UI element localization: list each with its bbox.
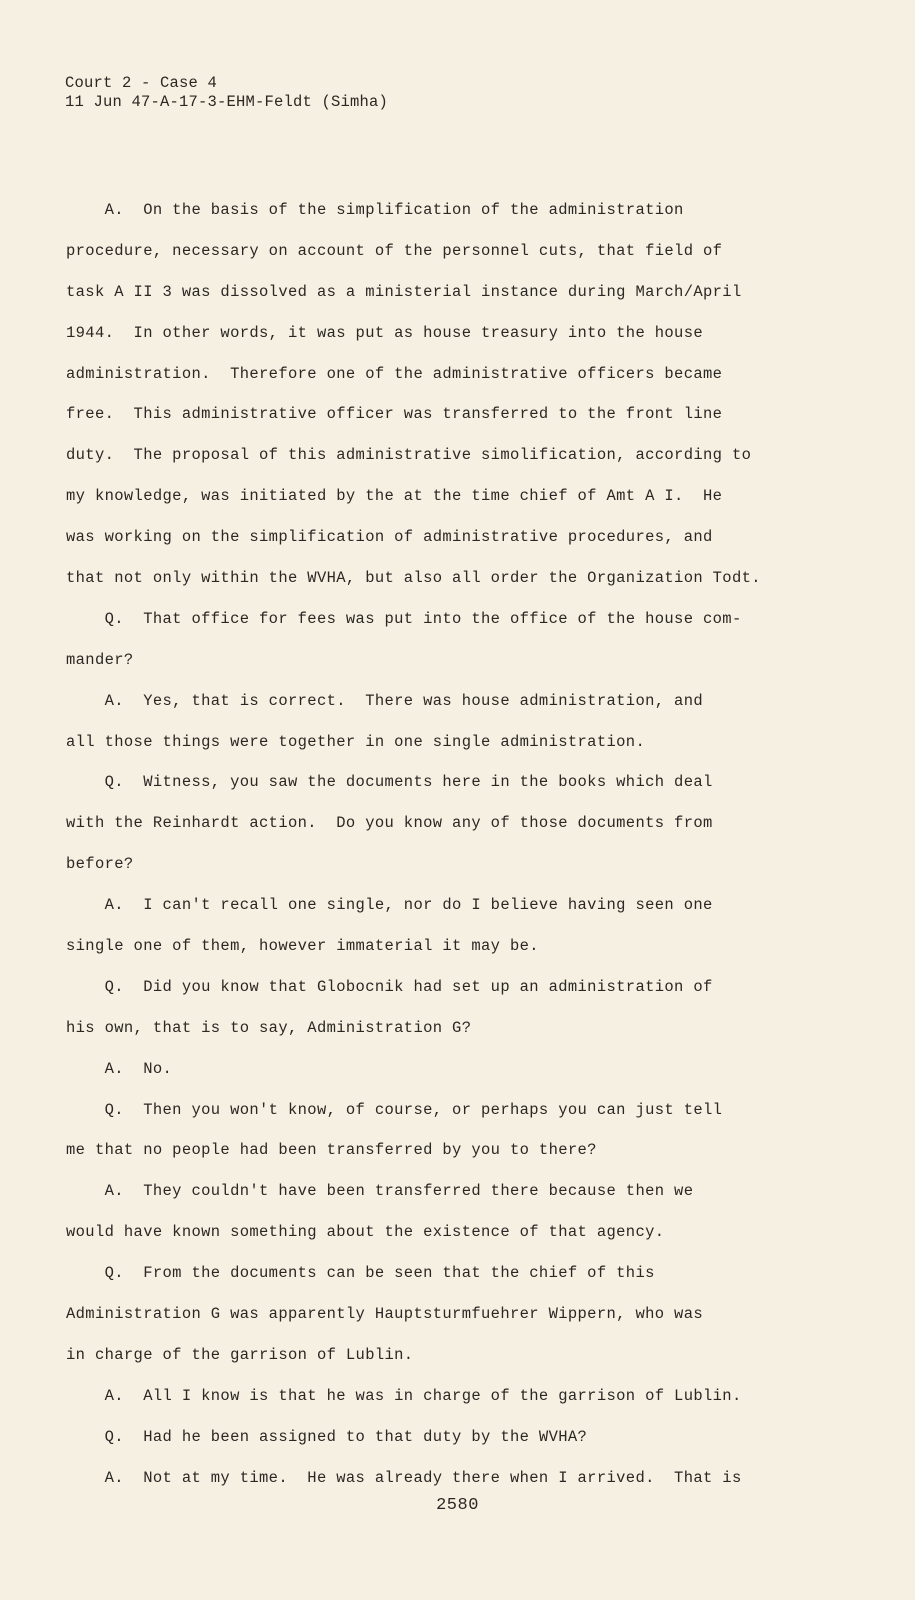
transcript-line: single one of them, however immaterial it may be. [66, 937, 539, 956]
transcript-line: free. This administrative officer was transferred to the front line [66, 405, 723, 424]
header-reference: 11 Jun 47-A-17-3-EHM-Feldt (Simha) [65, 93, 389, 111]
transcript-line: A. I can't recall one single, nor do I believe having seen one [66, 896, 713, 915]
transcript-line: with the Reinhardt action. Do you know any of those documents from [66, 814, 713, 833]
transcript-line: my knowledge, was initiated by the at the time chief of Amt A I. He [66, 487, 723, 506]
transcript-line: before? [66, 855, 134, 874]
transcript-line: Q. Witness, you saw the documents here in the books which deal [66, 773, 713, 792]
transcript-line: Q. Had he been assigned to that duty by the WVHA? [66, 1427, 588, 1446]
transcript-line: Q. From the documents can be seen that the chief of this [66, 1264, 655, 1283]
transcript-line: me that no people had been transferred by you to there? [66, 1141, 597, 1160]
transcript-line: A. No. [66, 1059, 173, 1078]
page-number: 2580 [436, 1496, 479, 1515]
transcript-line: duty. The proposal of this administrative simolification, according to [66, 446, 752, 465]
transcript-line: A. Yes, that is correct. There was house administration, and [66, 691, 703, 710]
transcript-line: Q. Did you know that Globocnik had set up an administration of [66, 977, 713, 996]
transcript-line: administration. Therefore one of the administrative officers became [66, 364, 723, 383]
transcript-line: 1944. In other words, it was put as house treasury into the house [66, 323, 703, 342]
transcript-line: all those things were together in one single administration. [66, 732, 646, 751]
transcript-line: mander? [66, 650, 134, 669]
transcript-line: task A II 3 was dissolved as a ministerial instance during March/April [66, 282, 742, 301]
transcript-line: A. Not at my time. He was already there when I arrived. That is [66, 1468, 742, 1487]
transcript-body [66, 190, 806, 1499]
transcript-line: in charge of the garrison of Lublin. [66, 1345, 414, 1364]
transcript-line: A. They couldn't have been transferred there because then we [66, 1182, 694, 1201]
transcript-line: A. All I know is that he was in charge of the garrison of Lublin. [66, 1386, 742, 1405]
transcript-line: was working on the simplification of administrative procedures, and [66, 528, 713, 547]
transcript-line: would have known something about the existence of that agency. [66, 1223, 665, 1242]
transcript-line: that not only within the WVHA, but also all order the Organization Todt. [66, 569, 761, 588]
document-header [65, 74, 388, 112]
transcript-line: Administration G was apparently Hauptsturmfuehrer Wippern, who was [66, 1305, 703, 1324]
transcript-line: procedure, necessary on account of the personnel cuts, that field of [66, 241, 723, 260]
transcript-line: A. On the basis of the simplification of the administration [66, 201, 684, 219]
header-court-case: Court 2 - Case 4 [65, 74, 218, 92]
transcript-line: Q. Then you won't know, of course, or perhaps you can just tell [66, 1100, 723, 1119]
transcript-line: Q. That office for fees was put into the office of the house com- [66, 609, 742, 628]
transcript-line: his own, that is to say, Administration G? [66, 1018, 472, 1037]
